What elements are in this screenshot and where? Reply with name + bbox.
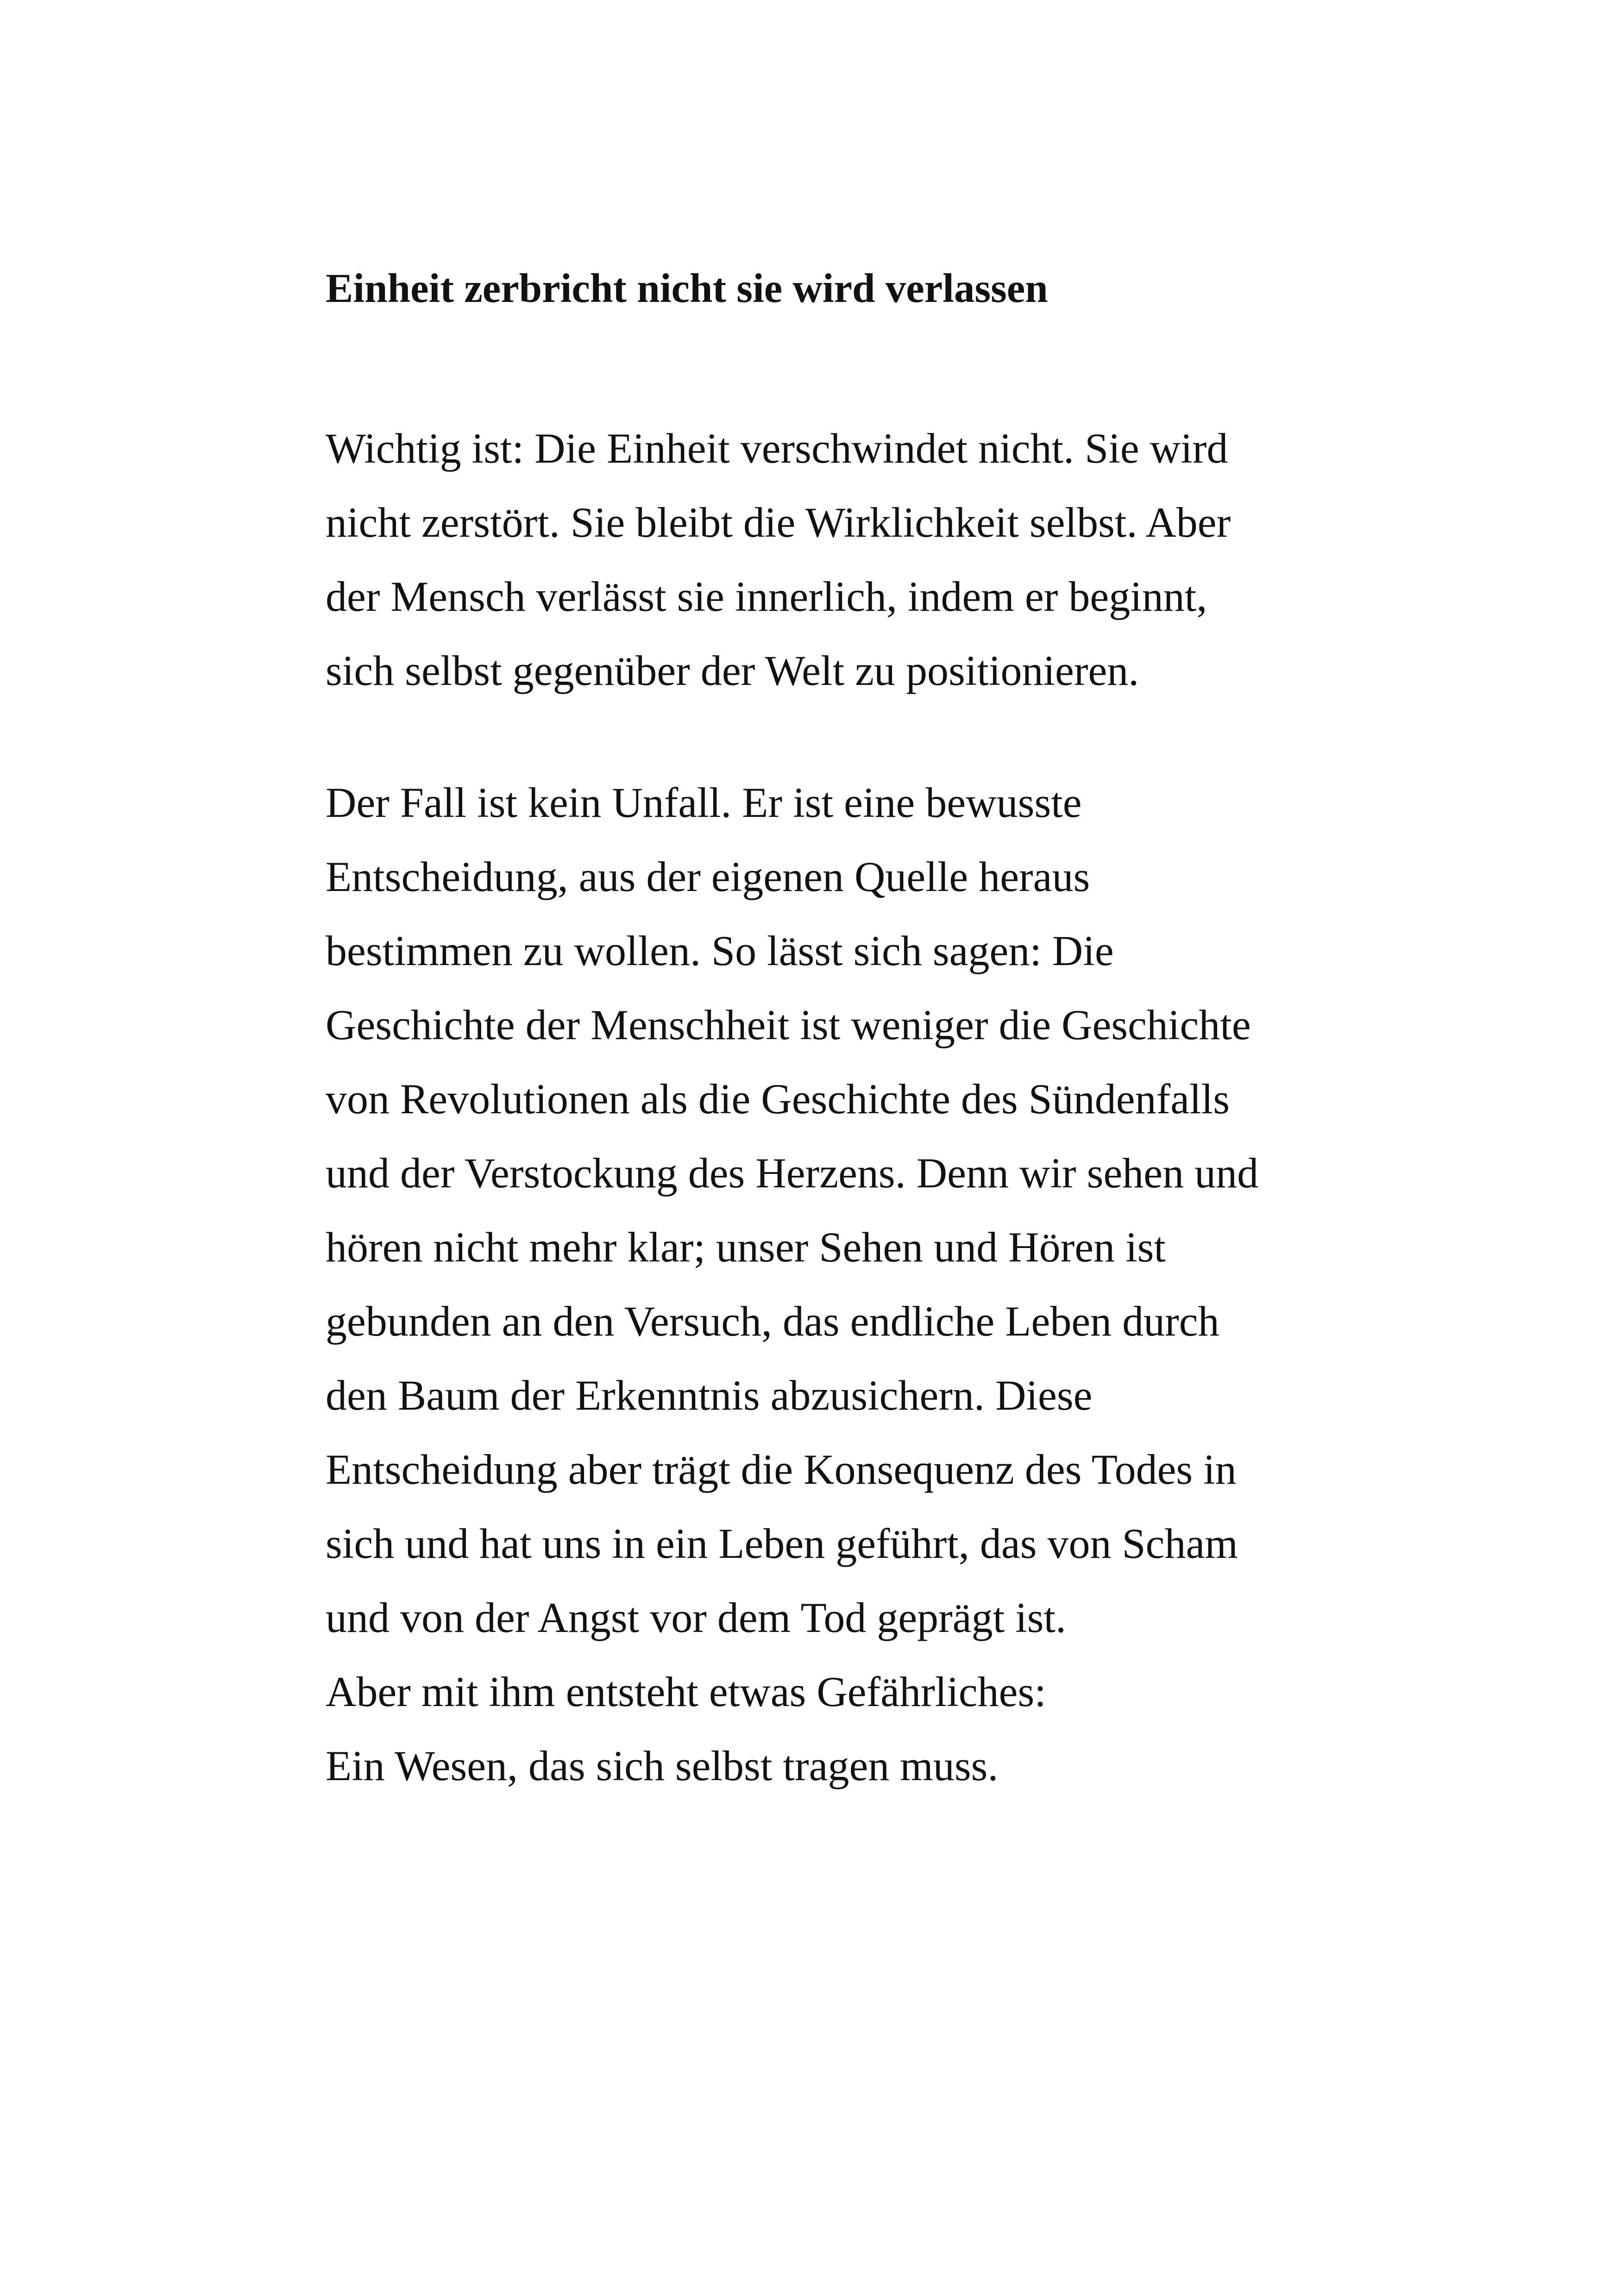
paragraph-line: Entscheidung aber trägt die Konsequenz des Todes in <box>326 1446 1237 1493</box>
paragraph-line: sich selbst gegenüber der Welt zu positionieren. <box>326 647 1139 694</box>
document-body <box>326 259 1391 1803</box>
paragraph-line: und von der Angst vor dem Tod geprägt ist. <box>326 1594 1067 1641</box>
paragraph-line: gebunden an den Versuch, das endliche Leben durch <box>326 1298 1219 1345</box>
paragraph-line: bestimmen zu wollen. So lässt sich sagen: Die <box>326 927 1114 974</box>
paragraph-line: hören nicht mehr klar; unser Sehen und Hören ist <box>326 1223 1166 1271</box>
paragraph-2 <box>326 765 1391 1803</box>
paragraph-line: der Mensch verlässt sie innerlich, indem er beginnt, <box>326 573 1207 620</box>
paragraph-line: Wichtig ist: Die Einheit verschwindet nicht. Sie wird <box>326 425 1228 472</box>
document-heading: Einheit zerbricht nicht sie wird verlassen <box>326 266 1048 311</box>
paragraph-line: Geschichte der Menschheit ist weniger die Geschichte <box>326 1001 1251 1048</box>
paragraph-line: Entscheidung, aus der eigenen Quelle heraus <box>326 853 1090 900</box>
paragraph-line: Aber mit ihm entsteht etwas Gefährliches: <box>326 1668 1046 1715</box>
paragraph-line: den Baum der Erkenntnis abzusichern. Diese <box>326 1372 1093 1419</box>
paragraph-1 <box>326 411 1391 708</box>
paragraph-line: Ein Wesen, das sich selbst tragen muss. <box>326 1742 999 1789</box>
paragraph-line: Der Fall ist kein Unfall. Er ist eine bewusste <box>326 779 1082 826</box>
paragraph-line: von Revolutionen als die Geschichte des Sündenfalls <box>326 1075 1230 1123</box>
spacer <box>326 708 1391 765</box>
paragraph-line: nicht zerstört. Sie bleibt die Wirklichkeit selbst. Aber <box>326 499 1231 546</box>
spacer <box>326 318 1391 411</box>
paragraph-line: und der Verstockung des Herzens. Denn wir sehen und <box>326 1149 1259 1197</box>
paragraph-line: sich und hat uns in ein Leben geführt, das von Scham <box>326 1520 1238 1567</box>
